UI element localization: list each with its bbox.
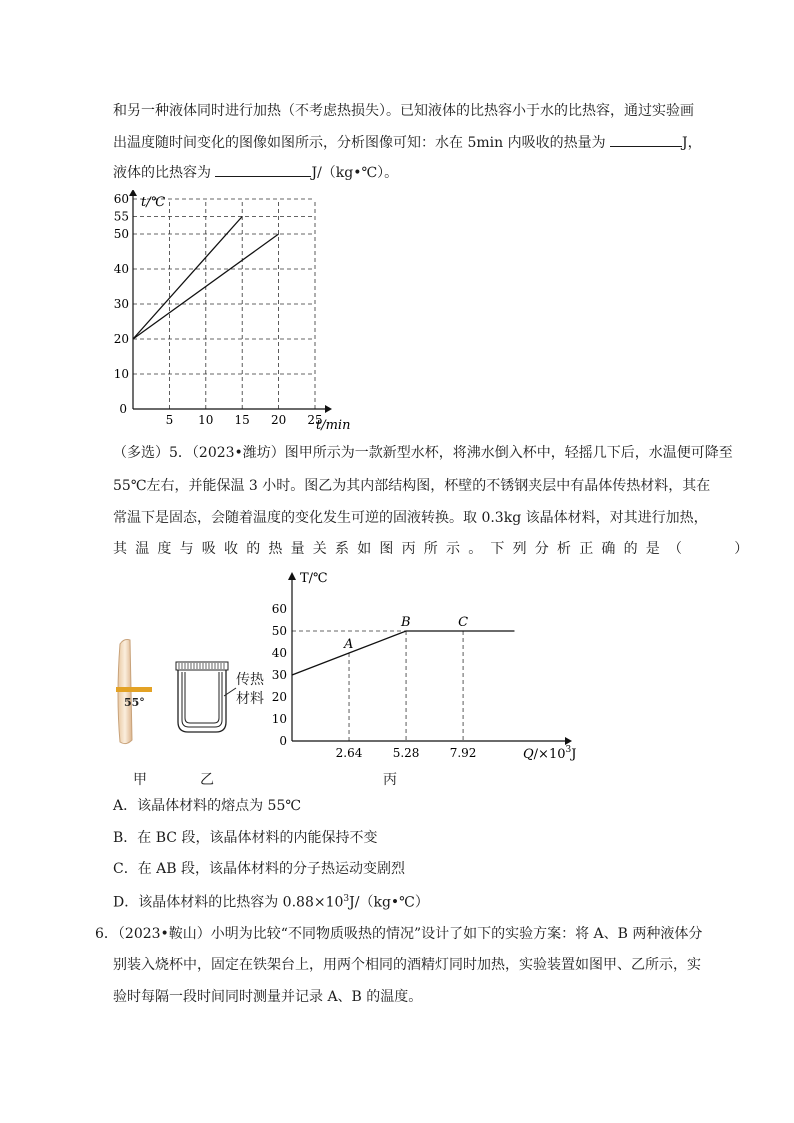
q5-line-3: 常温下是固态，会随着温度的变化发生可逆的固液转换。取 0.3kg 该晶体材料，对其进行加热， xyxy=(113,510,708,526)
y-axis-label: T/℃ xyxy=(300,571,328,586)
origin-label: 0 xyxy=(119,402,127,416)
y-tick-label: 40 xyxy=(271,646,287,660)
temperature-time-chart xyxy=(100,190,360,440)
y-tick-label: 60 xyxy=(271,602,287,616)
point-label-C: C xyxy=(458,615,469,630)
answer-blank-specific-heat[interactable] xyxy=(215,162,311,177)
series-line-steep xyxy=(133,217,242,340)
option-d-unit: J/（kg•℃） xyxy=(349,894,429,911)
q4-line-3 xyxy=(113,162,398,182)
point-label-A: A xyxy=(344,637,354,652)
q4-line-3-text: 液体的比热容为 xyxy=(113,165,211,181)
point-label-B: B xyxy=(401,615,411,630)
chart2-labels xyxy=(272,571,577,762)
y-tick-label: 10 xyxy=(113,367,129,381)
q4-line-2-text: 出温度随时间变化的图像如图所示，分析图像可知：水在 5min 内吸收的热量为 xyxy=(113,135,606,151)
y-tick-label: 60 xyxy=(113,192,129,206)
x-tick-label: 25 xyxy=(307,413,323,427)
y-tick-label: 20 xyxy=(271,690,287,704)
figure-label-jia: 甲 xyxy=(133,772,147,788)
q4-line-3-unit: J/（kg•℃）。 xyxy=(311,165,399,181)
option-b[interactable]: B．在 BC 段，该晶体材料的内能保持不变 xyxy=(113,830,378,846)
material-label-line-1: 传热 xyxy=(236,672,264,688)
option-d-exponent: 3 xyxy=(343,894,350,904)
answer-blank-heat[interactable] xyxy=(610,132,682,147)
q4-line-1: 和另一种液体同时进行加热（不考虑热损失）。已知液体的比热容小于水的比热容，通过实验画 xyxy=(113,103,694,119)
x-tick-label: 5.28 xyxy=(392,746,420,760)
material-label xyxy=(236,671,264,709)
y-tick-label: 40 xyxy=(113,262,129,276)
q5-line-1: （多选）5．（2023•潍坊）图甲所示为一款新型水杯，将沸水倒入杯中，轻摇几下后，水温便可降至 xyxy=(113,445,733,461)
chart2-series xyxy=(292,631,514,675)
q4-line-2 xyxy=(113,132,702,152)
figure-label-bing: 丙 xyxy=(383,772,397,788)
chart1-grid xyxy=(133,199,315,409)
x-axis-label: $Q/\times 10^3J$ xyxy=(523,745,577,762)
q5-line-4 xyxy=(113,540,748,558)
y-axis-arrow xyxy=(288,572,296,580)
q5-line-2: 55℃左右，并能保温 3 小时。图乙为其内部结构图，杯壁的不锈钢夹层中有晶体传热材料，其在 xyxy=(113,478,711,494)
q4-line-2-unit: J， xyxy=(682,135,702,151)
option-d-text: D．该晶体材料的比热容为 0.88×10 xyxy=(113,894,344,911)
x-tick-label: 20 xyxy=(270,413,287,427)
y-tick-label: 10 xyxy=(271,712,287,726)
x-tick-label: 15 xyxy=(234,413,250,427)
y-tick-label: 0 xyxy=(279,734,287,748)
y-tick-label: 20 xyxy=(113,332,129,346)
chart2-guides xyxy=(292,631,463,741)
q5-line-4-end: ） xyxy=(734,541,749,557)
figure-label-yi: 乙 xyxy=(200,772,214,788)
option-a[interactable]: A．该晶体材料的熔点为 55℃ xyxy=(113,798,302,814)
x-axis-arrow xyxy=(325,405,332,413)
q6-line-1: 6．（2023•鞍山）小明为比较“不同物质吸热的情况”设计了如下的实验方案：将 A、B 两种液体分 xyxy=(95,926,703,942)
material-label-line-2: 材料 xyxy=(236,691,264,707)
y-tick-label: 50 xyxy=(113,227,129,241)
series-line xyxy=(292,631,514,675)
q6-line-3: 验时每隔一段时间同时测量并记录 A、B 的温度。 xyxy=(113,989,423,1005)
x-tick-label: 5 xyxy=(165,413,174,427)
chart1-series xyxy=(133,217,279,340)
y-tick-label: 30 xyxy=(271,668,287,682)
y-axis-arrow xyxy=(129,190,137,196)
option-d[interactable] xyxy=(113,890,429,912)
x-axis-arrow xyxy=(565,737,572,745)
y-tick-label: 50 xyxy=(271,624,287,638)
cup-photo xyxy=(110,636,160,748)
q5-line-4-text: 其温度与吸收的热量关系如图丙所示。下列分析正确的是（ xyxy=(113,541,691,557)
x-axis-label: t/min xyxy=(316,418,351,433)
x-tick-label: 10 xyxy=(198,413,214,427)
x-tick-label: 2.64 xyxy=(335,746,363,760)
q6-line-2: 别装入烧杯中，固定在铁架台上，用两个相同的酒精灯同时加热，实验装置如图甲、乙所示，实 xyxy=(113,957,701,973)
cup-display-text: 55° xyxy=(124,696,145,709)
y-tick-label: 30 xyxy=(113,297,129,311)
y-tick-label: 55 xyxy=(113,209,129,224)
temperature-heat-chart xyxy=(270,560,590,765)
option-c[interactable]: C．在 AB 段，该晶体材料的分子热运动变剧烈 xyxy=(113,861,406,877)
y-axis-label: t/℃ xyxy=(141,195,166,210)
chart2-axes xyxy=(288,572,572,745)
chart1-axes xyxy=(129,190,332,413)
x-tick-label: 7.92 xyxy=(449,746,477,760)
